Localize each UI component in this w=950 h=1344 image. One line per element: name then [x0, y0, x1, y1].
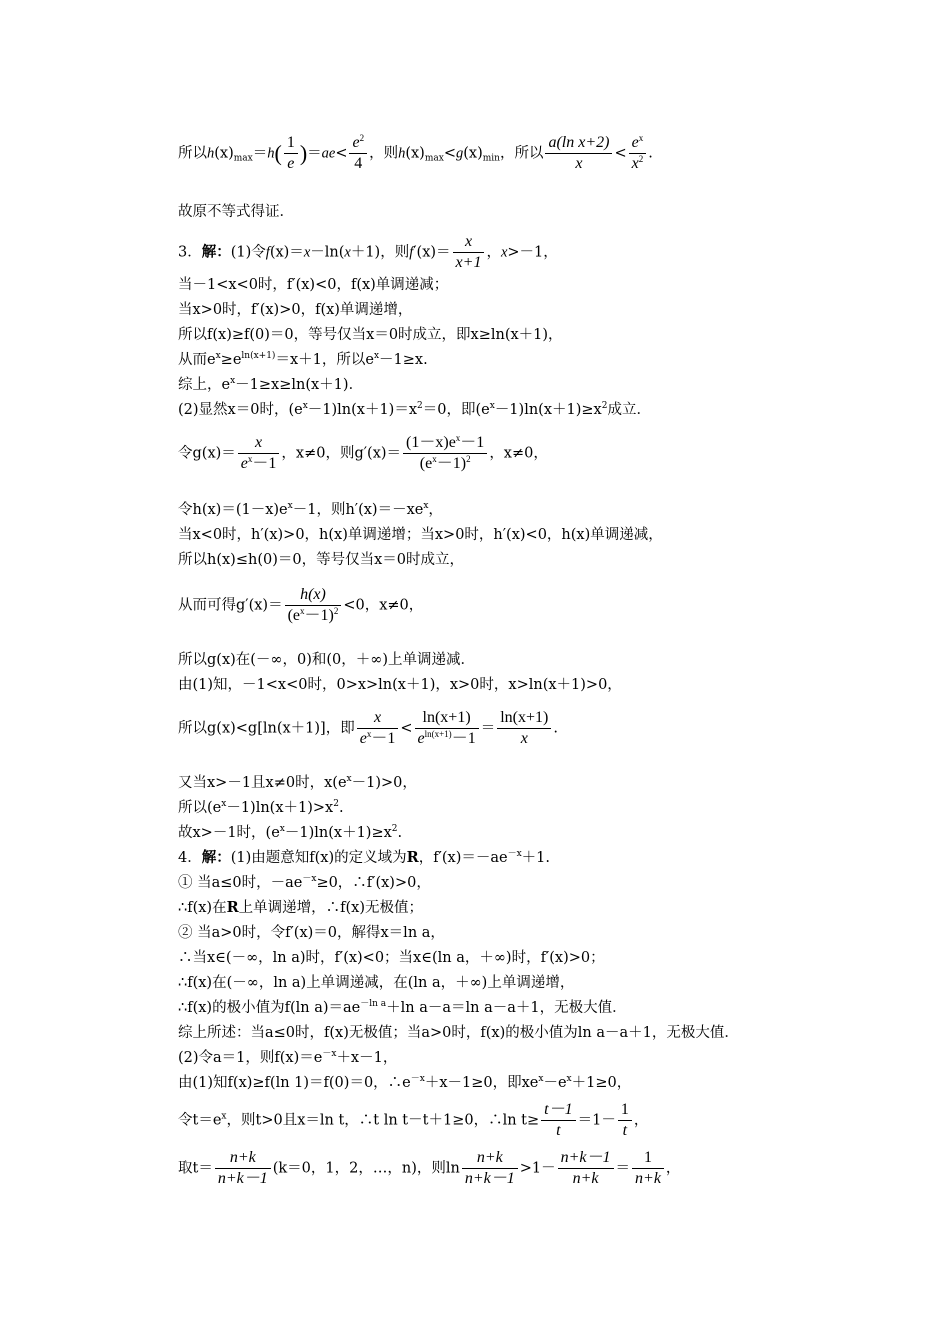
text: 4． [178, 850, 202, 866]
superscript: －x [322, 1049, 337, 1059]
fraction [285, 585, 342, 626]
text: ，则 [369, 145, 399, 162]
text: . [553, 720, 558, 737]
text: ＝ [480, 720, 496, 737]
line-16 [178, 675, 622, 695]
text: x [344, 244, 351, 261]
text: －e [543, 1075, 567, 1091]
text: x [303, 244, 311, 261]
line-11 [178, 500, 443, 520]
numerator: x [238, 433, 280, 454]
text: ∴f(x)的极小值为f(ln a)＝ae [178, 1000, 361, 1016]
text: x [631, 155, 639, 172]
line-10 [178, 433, 548, 474]
text: ＝ [252, 145, 268, 162]
numerator: h(x) [285, 585, 342, 606]
text: f [409, 244, 414, 261]
superscript: 2 [638, 154, 644, 164]
text: (1)由题意知f(x)的定义域为 [230, 850, 407, 866]
line-20 [178, 823, 402, 843]
superscript: x [432, 454, 437, 464]
line-29 [178, 1048, 397, 1068]
paren: ) [299, 140, 308, 166]
text: < [400, 720, 413, 737]
text: 令t＝e [178, 1112, 222, 1129]
paren: ( [274, 140, 282, 166]
text: 从而可得g′(x)＝ [178, 597, 283, 614]
superscript: 2 [359, 133, 365, 143]
text: 当－1<x<0时，f′(x)<0，f(x)单调递减； [178, 277, 449, 293]
text: R [226, 899, 239, 916]
text: －1)>0， [351, 775, 417, 791]
numerator: a(ln x+2) [545, 133, 612, 154]
fraction [541, 1100, 575, 1141]
superscript: 2 [601, 401, 608, 411]
text: (1－x)e [406, 434, 456, 451]
text: < [443, 145, 456, 162]
text: (e [419, 455, 433, 472]
text: －1)ln(x＋1)≥x [284, 825, 392, 841]
text: －1 [451, 730, 476, 747]
text: －1) [436, 455, 467, 472]
line-14 [178, 585, 423, 626]
superscript: －x [410, 1074, 425, 1084]
line-31 [178, 1100, 648, 1141]
text: ，x≠0， [489, 445, 548, 462]
line-18 [178, 773, 417, 793]
line-7 [178, 350, 428, 370]
superscript: －x [507, 849, 522, 859]
text: (2)显然x＝0时，(e [178, 402, 303, 418]
text: ≥e [220, 352, 242, 368]
superscript: x [221, 1111, 227, 1122]
line-9 [178, 400, 651, 420]
text: (x)＝ [269, 244, 304, 261]
fraction [632, 1148, 664, 1189]
text: e [359, 730, 367, 747]
text: 故x>－1时，(e [178, 825, 280, 841]
text: . [397, 825, 403, 841]
text: 综上，e [178, 377, 231, 393]
line-6 [178, 325, 563, 345]
text: g [455, 145, 464, 162]
text: ＋1)，则 [350, 244, 410, 261]
fraction [357, 708, 399, 749]
superscript: x [247, 454, 253, 464]
denominator: 4 [354, 155, 363, 172]
denominator: t [556, 1122, 561, 1139]
text: －1 [460, 434, 485, 451]
line-32 [178, 1148, 680, 1189]
line-23 [178, 898, 423, 918]
text: ，则t>0且x＝ln t，∴t ln t－t＋1≥0，∴ln t≥ [226, 1112, 540, 1129]
text: (1)令 [230, 244, 266, 261]
text: ′(x)＝ [413, 244, 451, 261]
denominator: n+k [572, 1170, 599, 1187]
superscript: ln(x+1) [241, 351, 276, 361]
superscript: 2 [391, 824, 398, 834]
fraction [349, 133, 367, 174]
text: ＝0，即(e [422, 402, 490, 418]
text: ， [428, 502, 443, 518]
text: (x) [405, 145, 425, 162]
text: 所以f(x)≥f(0)＝0，等号仅当x＝0时成立，即x≥ln(x＋1)， [178, 327, 563, 343]
text: －ln( [310, 244, 345, 261]
fraction [238, 433, 280, 474]
text: 当x>0时，f′(x)>0，f(x)单调递增， [178, 302, 413, 318]
denominator: e [287, 155, 295, 172]
numerator: n+k－1 [558, 1148, 614, 1169]
text: 3． [178, 244, 202, 261]
text: －1)ln(x＋1)＝x [307, 402, 418, 418]
numerator: x [453, 232, 485, 253]
line-1 [178, 133, 653, 174]
solution-label: 解： [201, 849, 231, 866]
superscript: x [346, 774, 352, 784]
superscript: －ln a [360, 999, 387, 1009]
text: ，f′(x)＝－ae [418, 850, 508, 866]
superscript: x [230, 376, 236, 386]
line-8 [178, 375, 363, 395]
denominator: n+k－1 [217, 1170, 268, 1187]
superscript: x [538, 1074, 544, 1084]
text: h [207, 145, 215, 162]
fraction [618, 1100, 632, 1141]
text: ② 当a>0时，令f′(x)＝0，解得x＝ln a， [178, 925, 445, 941]
text: ，x≠0，则g′(x)＝ [281, 445, 402, 462]
fraction [453, 232, 485, 273]
text: e [631, 134, 639, 151]
line-5 [178, 300, 412, 320]
text: －1)ln(x＋1)>x [226, 800, 334, 816]
text: <0，x≠0， [343, 597, 424, 614]
fraction [545, 133, 612, 174]
line-25 [178, 948, 605, 968]
superscript: x [215, 351, 221, 361]
line-19 [178, 798, 344, 818]
text: ，所以 [499, 145, 544, 162]
text: e [352, 134, 360, 151]
text: －1) [304, 607, 334, 624]
text: . [648, 145, 653, 162]
text: －1≥x≥ln(x＋1)． [235, 377, 364, 393]
text: 故原不等式得证． [178, 204, 294, 220]
line-26 [178, 973, 574, 993]
line-12 [178, 525, 663, 545]
denominator: n+k [635, 1170, 661, 1187]
text: 所以g(x)在(－∞，0)和(0，＋∞)上单调递减． [178, 652, 476, 668]
text: ∴f(x)在(－∞，ln a)上单调递减，在(ln a，＋∞)上单调递增， [178, 975, 575, 991]
fraction [284, 133, 298, 174]
denominator: x [575, 155, 583, 172]
line-28 [178, 1023, 739, 1043]
text: 令h(x)＝(1－x)e [178, 502, 288, 518]
superscript: ln(x+1) [424, 729, 452, 739]
superscript: x [221, 799, 227, 809]
text: －1 [252, 455, 277, 472]
fraction [558, 1148, 614, 1189]
line-27 [178, 998, 627, 1018]
text: . [338, 800, 344, 816]
text: h [398, 145, 406, 162]
numerator: t－1 [541, 1100, 575, 1121]
superscript: x [373, 351, 380, 361]
text: < [614, 145, 627, 162]
text: 所以 [178, 145, 207, 162]
line-15 [178, 650, 475, 670]
text: < [335, 145, 348, 162]
line-2 [178, 202, 294, 222]
superscript: x [455, 433, 461, 443]
superscript: x [423, 501, 429, 511]
numerator: x [357, 708, 399, 729]
numerator: 1 [618, 1100, 632, 1121]
line-17 [178, 708, 558, 749]
line-30 [178, 1073, 631, 1093]
superscript: －x [302, 874, 317, 884]
text: ， [633, 1112, 649, 1129]
text: ， [665, 1160, 681, 1177]
text: 综上所述：当a≤0时，f(x)无极值；当a>0时，f(x)的极小值为ln a－a＋1，无极大值． [178, 1025, 739, 1041]
text: ≥0，∴f′(x)>0， [316, 875, 431, 891]
text: 取t＝ [178, 1160, 213, 1177]
numerator: ln(x+1) [415, 708, 479, 729]
line-4 [178, 275, 448, 295]
text: ＝ [615, 1160, 631, 1177]
denominator: x+1 [455, 254, 482, 271]
text: 所以h(x)≤h(0)＝0，等号仅当x＝0时成立， [178, 552, 464, 568]
text: 由(1)知，－1<x<0时，0>x>ln(x＋1)，x>0时，x>ln(x＋1)>0， [178, 677, 622, 693]
fraction [403, 433, 487, 474]
text: －1≥x. [379, 352, 428, 368]
superscript: x [302, 401, 308, 411]
text: －1)ln(x＋1)≥x [494, 402, 602, 418]
text: ＝x＋1，所以e [275, 352, 374, 368]
text: 所以(e [178, 800, 222, 816]
text: ＋x－1≥0，即xe [424, 1075, 539, 1091]
text: 当x<0时，h′(x)>0，h(x)单调递增；当x>0时，h′(x)<0，h(x)单调递减， [178, 527, 663, 543]
text: 所以g(x)<g[ln(x＋1)]，即 [178, 720, 355, 737]
superscript: 2 [333, 606, 339, 616]
superscript: x [366, 729, 372, 739]
text: ae [321, 145, 336, 162]
text: ， [486, 244, 501, 261]
text: ＝1－ [577, 1112, 616, 1129]
text: ＋x－1， [336, 1050, 398, 1066]
text: h [267, 145, 275, 162]
text: ∴当x∈(－∞，ln a)时，f′(x)<0；当x∈(ln a，＋∞)时，f′(x)>0； [178, 950, 605, 966]
line-24 [178, 923, 445, 943]
text: >－1， [507, 244, 558, 261]
line-22 [178, 873, 431, 893]
numerator: n+k [462, 1148, 518, 1169]
subscript: max [424, 153, 444, 164]
text: 上单调递增，∴f(x)无极值； [238, 900, 424, 916]
superscript: x [279, 824, 285, 834]
text: (x) [463, 145, 483, 162]
fraction [215, 1148, 271, 1189]
text: 又当x>－1且x≠0时，x(e [178, 775, 347, 791]
text: 由(1)知f(x)≥f(ln 1)＝f(0)＝0，∴e [178, 1075, 411, 1091]
text: e [417, 730, 425, 747]
text: ∴f(x)在 [178, 900, 227, 916]
superscript: x [638, 133, 644, 143]
fraction [462, 1148, 518, 1189]
denominator: t [622, 1122, 628, 1139]
numerator: 1 [284, 133, 298, 154]
text: ＝ [307, 145, 322, 162]
denominator: n+k－1 [464, 1170, 515, 1187]
subscript: min [482, 153, 500, 164]
solution-label: 解： [201, 243, 231, 261]
superscript: 2 [417, 401, 423, 411]
text: ① 当a≤0时，－ae [178, 875, 303, 891]
superscript: x [300, 606, 305, 616]
superscript: 2 [333, 799, 339, 809]
line-3 [178, 232, 558, 273]
text: (2)令a＝1，则f(x)＝e [178, 1050, 323, 1066]
superscript: x [489, 401, 495, 411]
text: (x) [214, 145, 234, 162]
line-21 [178, 848, 550, 868]
superscript: x [566, 1074, 572, 1084]
text: ＋ln a－a＝ln a－a＋1，无极大值． [386, 1000, 627, 1016]
text: ＋1. [521, 850, 551, 866]
line-13 [178, 550, 464, 570]
subscript: max [233, 153, 253, 164]
text: >1－ [519, 1160, 556, 1177]
fraction [629, 133, 647, 174]
numerator: n+k [215, 1148, 271, 1169]
text: 从而e [178, 352, 216, 368]
text: f [265, 244, 270, 261]
text: x [500, 244, 508, 261]
text: (e [287, 607, 301, 624]
superscript: 2 [466, 454, 471, 464]
denominator: x [520, 730, 528, 747]
text: (k＝0，1，2，…，n)，则ln [272, 1160, 460, 1177]
fraction [497, 708, 551, 749]
numerator: 1 [632, 1148, 664, 1169]
numerator: ln(x+1) [497, 708, 551, 729]
text: 成立． [607, 402, 651, 418]
superscript: x [287, 501, 293, 511]
fraction [415, 708, 479, 749]
text: R [406, 849, 419, 866]
text: －1，则h′(x)＝－xe [292, 502, 424, 518]
text: －1 [371, 730, 396, 747]
text: 令g(x)＝ [178, 445, 236, 462]
text: e [240, 455, 248, 472]
text: ＋1≥0， [571, 1075, 632, 1091]
